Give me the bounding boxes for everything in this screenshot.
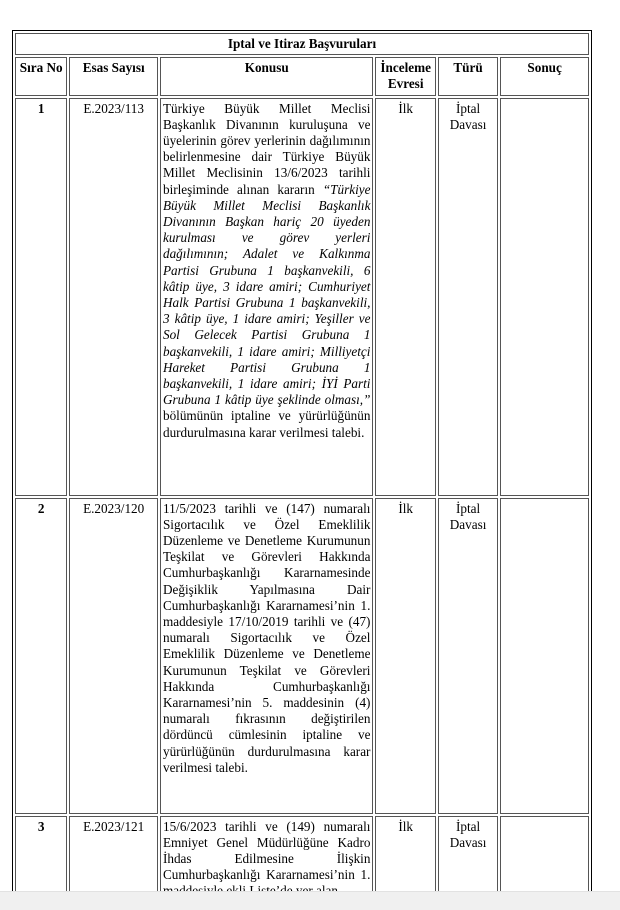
table-title: Iptal ve Itiraz Başvuruları	[15, 33, 589, 55]
row-sira: 2	[15, 498, 67, 814]
row-turu: İptal Davası	[438, 498, 498, 814]
row-sonuc	[500, 498, 589, 814]
row-inceleme: İlk	[375, 98, 435, 496]
row-esas: E.2023/120	[69, 498, 158, 814]
row-turu: İptal Davası	[438, 816, 498, 903]
konu-text: Türkiye Büyük Millet Meclisi Başkanlık Divanının kuruluşuna ve üyelerinin görev yerlerinin dağılımının belirlenmesine dair Türkiye Büyük Millet Meclisinin 13/6/2023 tarihli birleşiminde alınan kararın	[162, 100, 371, 197]
table-row	[15, 816, 589, 903]
horizontal-scrollbar[interactable]	[0, 891, 620, 910]
applications-table	[12, 30, 592, 906]
row-inceleme: İlk	[375, 816, 435, 903]
header-turu: Türü	[438, 57, 498, 95]
header-esas: Esas Sayısı	[69, 57, 158, 95]
row-konu: 11/5/2023 tarihli ve (147) numaralı Sigortacılık ve Özel Emeklilik Düzenleme ve Denetleme Kurumunun Teşkilat ve Görevleri Hakkında Cumhurbaşkanlığı Kararnamesinde Değişiklik Yapılmasına Dair Cumhurbaşkanlığı Kararnamesi’nin 1. maddesiyle 17/10/2019 tarihli ve (47) numaralı Sigortacılık ve Özel Emeklilik Düzenleme ve Denetleme Kurumunun Teşkilat ve Görevleri Hakkında Cumhurbaşkanlığı Kararnamesi’nin 5. maddesinin (4) numaralı fıkrasının değiştirilen dördüncü cümlesinin iptaline ve yürürlüğünün durdurulmasına karar verilmesi talebi.	[160, 498, 373, 814]
row-sira: 3	[15, 816, 67, 903]
row-turu: İptal Davası	[438, 98, 498, 496]
table-row	[15, 98, 589, 496]
header-konu: Konusu	[160, 57, 373, 95]
header-sonuc: Sonuç	[500, 57, 589, 95]
row-sira: 1	[15, 98, 67, 496]
row-konu: 15/6/2023 tarihli ve (149) numaralı Emniyet Genel Müdürlüğüne Kadro İhdas Edilmesine İlişkin Cumhurbaşkanlığı Kararnamesi’nin 1.	[160, 816, 373, 903]
table-row	[15, 498, 589, 814]
row-esas: E.2023/113	[69, 98, 158, 496]
header-inceleme: İnceleme Evresi	[375, 57, 435, 95]
row-konu	[160, 98, 373, 496]
row-esas: E.2023/121	[69, 816, 158, 903]
row-inceleme: İlk	[375, 498, 435, 814]
konu-text-end: bölümünün iptaline ve yürürlüğünün durdurulmasına karar verilmesi talebi.	[162, 408, 371, 440]
document-page	[12, 30, 592, 906]
row-sonuc	[500, 98, 589, 496]
header-sira: Sıra No	[15, 57, 67, 95]
row-sonuc	[500, 816, 589, 903]
konu-quote: “Türkiye Büyük Millet Meclisi Başkanlık Divanının Başkan hariç 20 üyeden kurulması ve görev yerleri dağılımının; Adalet ve Kalkınma Partisi Grubuna 1 başkanvekili, 6 kâtip üye, 3 idare amiri; Cumhuriyet Halk Partisi Grubuna 1 başkanvekili, 3 kâtip üye, 1 idare amiri; Yeşiller ve Sol Gelecek Partisi Grubuna 1 başkanvekili, 1 idare amiri; Milliyetçi Hareket Partisi Grubuna 1 başkanvekili, 1 idare amiri; İYİ Parti Grubuna 1 kâtip üye şeklinde olması,”	[162, 181, 371, 408]
